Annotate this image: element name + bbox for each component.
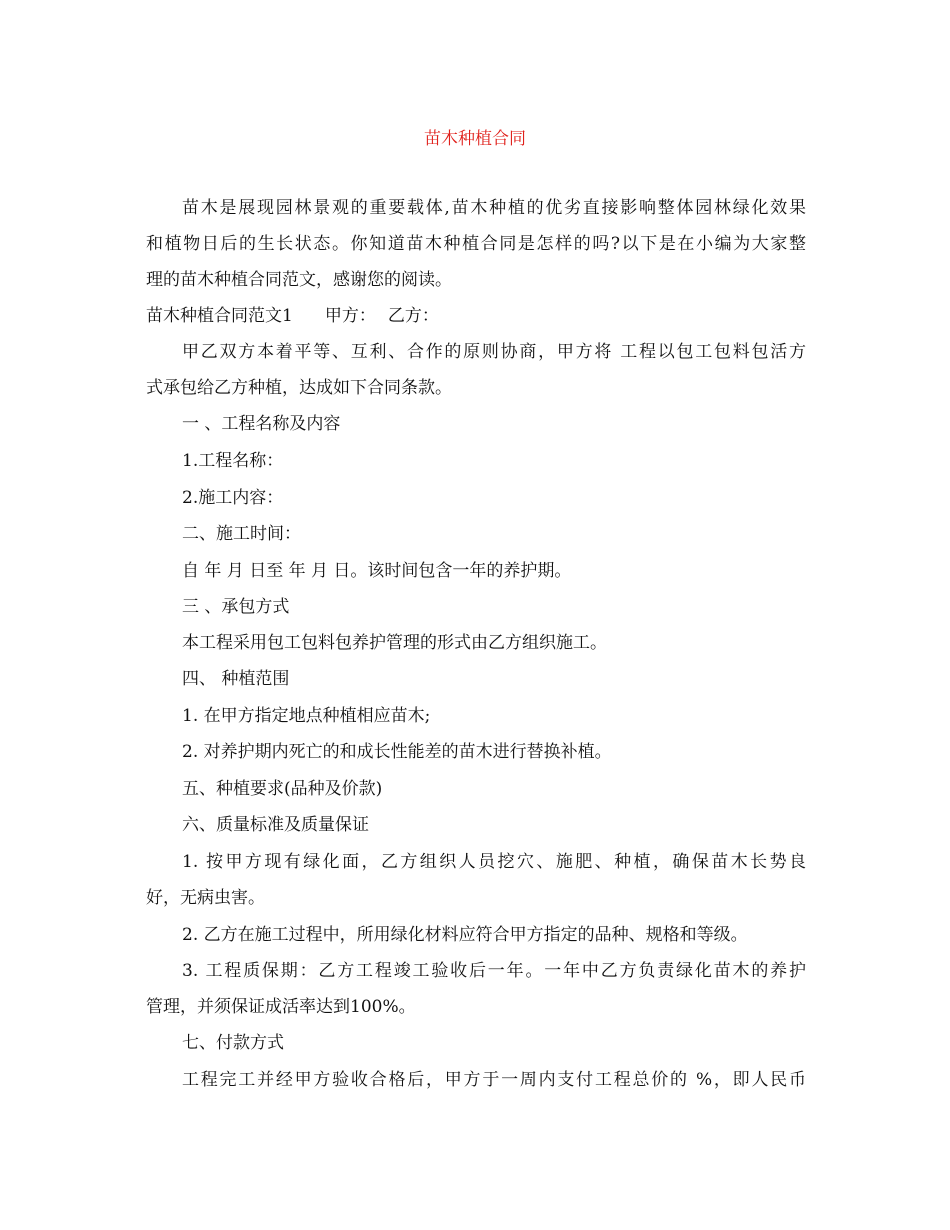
section-6-item-3-line-1: 3. 工程质保期：乙方工程竣工验收后一年。一年中乙方负责绿化苗木的养护 xyxy=(182,961,806,981)
party-b-label: 乙方： xyxy=(387,306,439,326)
sample-heading: 苗木种植合同范文1 xyxy=(146,306,293,326)
party-a-label: 甲方： xyxy=(324,306,376,326)
section-4-item-1: 1. 在甲方指定地点种植相应苗木; xyxy=(182,706,431,726)
intro-line-1: 苗木是展现园林景观的重要载体,苗木种植的优劣直接影响整体园林绿化效果 xyxy=(182,198,806,218)
section-6-item-1-line-1: 1. 按甲方现有绿化面，乙方组织人员挖穴、施肥、种植，确保苗木长势良 xyxy=(182,852,806,872)
section-4-title: 四、 种植范围 xyxy=(182,669,290,689)
preamble-line-1: 甲乙双方本着平等、互利、合作的原则协商，甲方将 工程以包工包料包活方 xyxy=(182,342,806,362)
section-7-title: 七、付款方式 xyxy=(182,1033,284,1053)
section-1-item-1: 1.工程名称： xyxy=(182,451,284,471)
section-3-title: 三 、承包方式 xyxy=(182,597,290,617)
sample-heading-row xyxy=(146,304,806,328)
section-3-text: 本工程采用包工包料包养护管理的形式由乙方组织施工。 xyxy=(182,633,607,653)
section-5-title: 五、种植要求(品种及价款) xyxy=(182,779,383,799)
section-6-item-2: 2. 乙方在施工过程中，所用绿化材料应符合甲方指定的品种、规格和等级。 xyxy=(182,925,748,945)
intro-line-2: 和植物日后的生长状态。你知道苗木种植合同是怎样的吗?以下是在小编为大家整 xyxy=(146,234,806,254)
intro-line-3: 理的苗木种植合同范文，感谢您的阅读。 xyxy=(146,270,452,290)
document-title: 苗木种植合同 xyxy=(424,129,526,149)
section-1-title: 一 、工程名称及内容 xyxy=(182,414,341,434)
section-6-title: 六、质量标准及质量保证 xyxy=(182,815,369,835)
section-2-title: 二、施工时间： xyxy=(182,524,301,544)
section-6-item-3-line-2: 管理，并须保证成活率达到100%。 xyxy=(146,997,416,1017)
section-1-item-2: 2.施工内容： xyxy=(182,488,284,508)
preamble-line-2: 式承包给乙方种植，达成如下合同条款。 xyxy=(146,378,452,398)
section-7-text: 工程完工并经甲方验收合格后，甲方于一周内支付工程总价的 %，即人民币 xyxy=(182,1070,806,1090)
section-6-item-1-line-2: 好，无病虫害。 xyxy=(146,888,265,908)
section-4-item-2: 2. 对养护期内死亡的和成长性能差的苗木进行替换补植。 xyxy=(182,742,612,762)
section-2-text: 自 年 月 日至 年 月 日。该时间包含一年的养护期。 xyxy=(182,561,572,581)
